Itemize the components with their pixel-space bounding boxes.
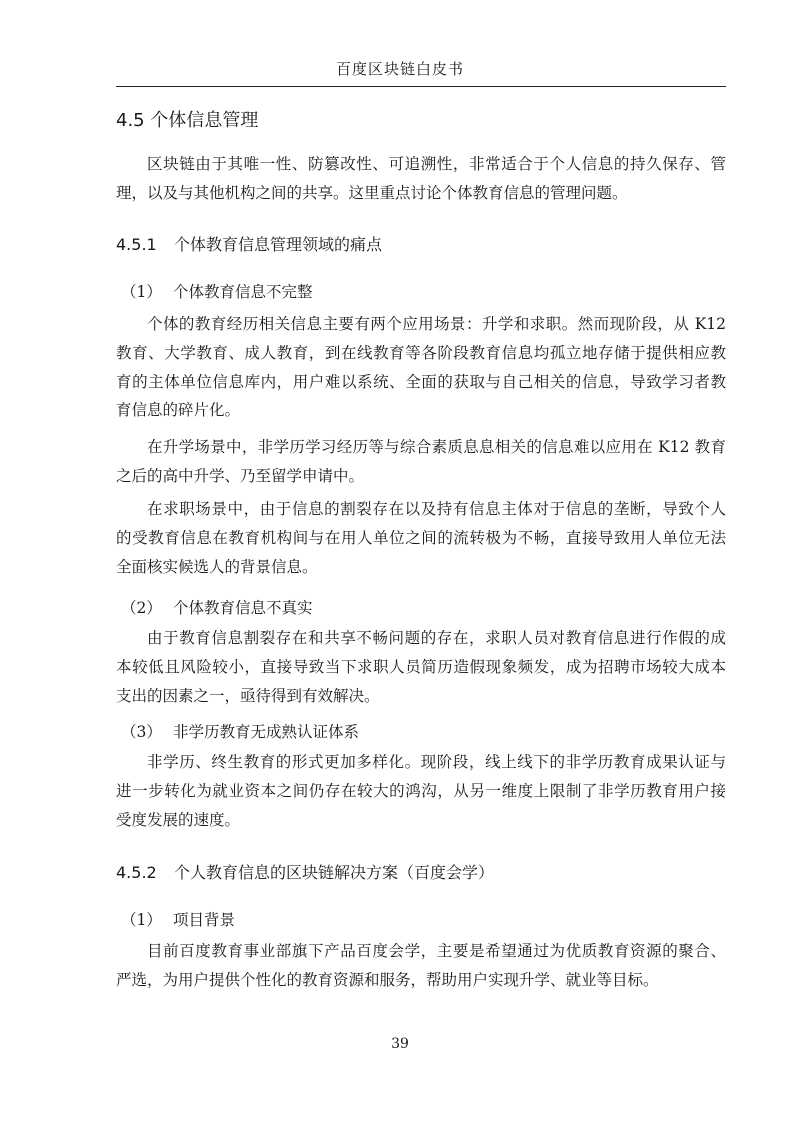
section-heading: 4.5 个体信息管理 — [116, 110, 259, 131]
list-item-heading — [121, 596, 313, 618]
paragraph — [116, 624, 726, 710]
paragraph — [116, 495, 726, 581]
subsection-heading — [116, 860, 494, 883]
list-item-heading — [121, 720, 359, 742]
section-intro — [116, 150, 726, 208]
subsection-title: 个体教育信息管理领域的痛点 — [174, 235, 383, 254]
text-line: 育的主体单位信息库内，用户难以系统、全面的获取与自己相关的信息，导致学习者教 — [116, 372, 726, 391]
text-line: 在求职场景中，由于信息的割裂存在以及持有信息主体对于信息的垄断，导致个人 — [147, 500, 726, 518]
list-item-number: （1） — [121, 283, 162, 301]
text-line: 严选，为用户提供个性化的教育资源和服务，帮助用户实现升学、就业等目标。 — [116, 970, 659, 989]
list-item-title: 个体教育信息不真实 — [173, 599, 313, 617]
text-line: 在升学场景中，非学历学习经历等与综合素质息息相关的信息难以应用在 K12 教育 — [147, 438, 726, 456]
paragraph — [116, 937, 726, 995]
text-line: 全面核实候选人的背景信息。 — [116, 557, 318, 576]
text-line: 非学历、终生教育的形式更加多样化。现阶段，线上线下的非学历教育成果认证与 — [147, 753, 726, 771]
subsection-heading — [116, 232, 382, 255]
text-line: 本较低且风险较小，直接导致当下求职人员简历造假现象频发，成为招聘市场较大成本 — [116, 657, 726, 676]
text-line: 目前百度教育事业部旗下产品百度会学，主要是希望通过为优质教育资源的聚合、 — [147, 942, 726, 960]
list-item-title: 非学历教育无成熟认证体系 — [173, 723, 360, 741]
text-line: 之后的高中升学、乃至留学申请中。 — [116, 466, 365, 485]
list-item-number: （3） — [121, 723, 162, 741]
list-item-number: （1） — [121, 911, 162, 929]
header-title: 百度区块链白皮书 — [335, 60, 464, 78]
list-item-title: 项目背景 — [173, 911, 236, 929]
subsection-number: 4.5.1 — [116, 235, 157, 254]
header-divider — [116, 86, 726, 87]
paragraph — [116, 748, 726, 834]
subsection-number: 4.5.2 — [116, 863, 157, 882]
text-line: 的受教育信息在教育机构间与在用人单位之间的流转极为不畅，直接导致用人单位无法 — [116, 528, 726, 547]
list-item-heading — [121, 280, 313, 302]
list-item-number: （2） — [121, 599, 162, 617]
list-item-heading — [121, 908, 235, 930]
paragraph — [116, 433, 726, 491]
text-line: 理，以及与其他机构之间的共享。这里重点讨论个体教育信息的管理问题。 — [116, 183, 628, 202]
subsection-title: 个人教育信息的区块链解决方案（百度会学） — [174, 863, 495, 882]
text-line: 个体的教育经历相关信息主要有两个应用场景：升学和求职。然而现阶段，从 K12 — [147, 315, 726, 333]
text-line: 受度发展的速度。 — [116, 810, 241, 829]
text-line: 支出的因素之一，亟待得到有效解决。 — [116, 686, 380, 705]
text-line: 进一步转化为就业资本之间仍存在较大的鸿沟，从另一维度上限制了非学历教育用户接 — [116, 781, 726, 800]
page-number: 39 — [391, 1036, 409, 1052]
text-line: 由于教育信息割裂存在和共享不畅问题的存在，求职人员对教育信息进行作假的成 — [147, 629, 726, 647]
paragraph — [116, 310, 726, 425]
text-line: 育信息的碎片化。 — [116, 401, 241, 420]
text-line: 区块链由于其唯一性、防篡改性、可追溯性，非常适合于个人信息的持久保存、管 — [147, 155, 726, 173]
text-line: 教育、大学教育、成人教育，到在线教育等各阶段教育信息均孤立地存储于提供相应教 — [116, 343, 726, 362]
list-item-title: 个体教育信息不完整 — [173, 283, 313, 301]
